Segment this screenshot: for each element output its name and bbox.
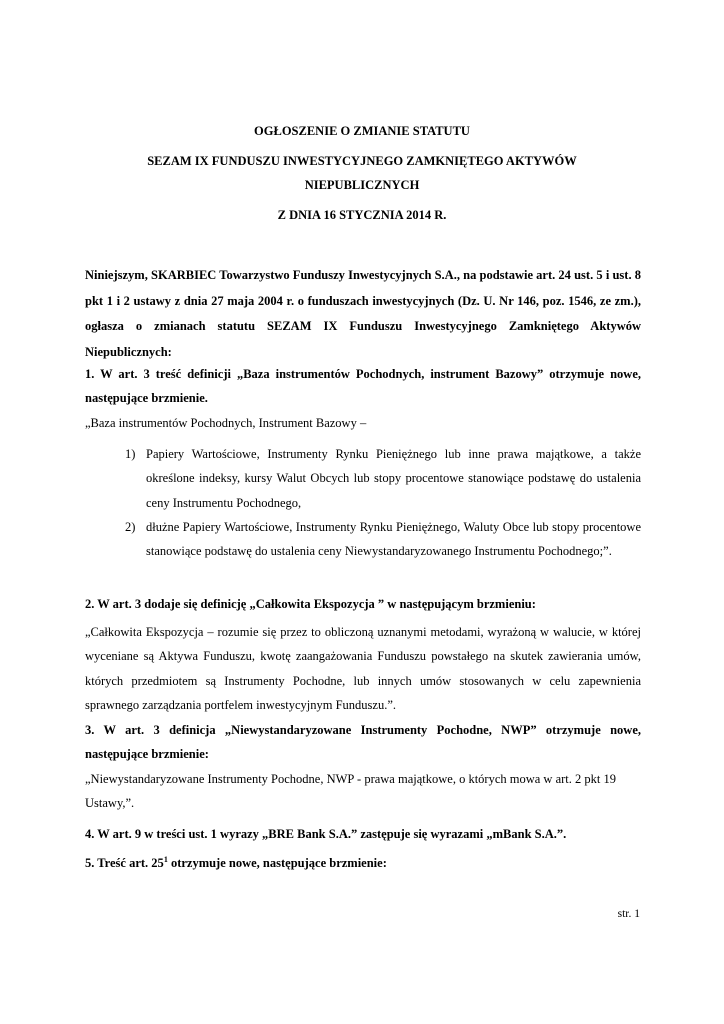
fund-name-line1: SEZAM IX FUNDUSZU INWESTYCYJNEGO ZAMKNIĘTEGO AKTYWÓW <box>147 154 577 168</box>
list-item-number: 2) <box>125 520 136 534</box>
list-item <box>125 442 641 515</box>
fund-name-line2: NIEPUBLICZNYCH <box>304 178 420 192</box>
intro-paragraph: Niniejszym, SKARBIEC Towarzystwo Funduszy Inwestycyjnych S.A., na podstawie art. 24 ust. 5 i ust. 8 pkt 1 i 2 ustawy z dnia 27 maja 2004 r. o funduszach inwestycyjnych (Dz. U. Nr 146, poz. 1546, ze zm.), ogłasza o zmianach statutu SEZAM IX Funduszu Inwestycyjnego Zamkniętego Aktywów Niepublicznych: <box>85 268 641 359</box>
page-number: str. 1 <box>617 908 640 920</box>
list-item-number: 1) <box>125 447 136 461</box>
list-item-text: dłużne Papiery Wartościowe, Instrumenty Rynku Pieniężnego, Waluty Obce lub stopy procentowe stanowiące podstawę do ustalenia ceny Niewystandaryzowanego Instrumentu Pochodnego;”. <box>146 520 641 559</box>
announcement-date: Z DNIA 16 STYCZNIA 2014 R. <box>277 208 447 222</box>
section-2-heading: 2. W art. 3 dodaje się definicję „Całkowita Ekspozycja ” w następującym brzmieniu: <box>85 597 536 611</box>
section-5-heading-suffix: otrzymuje nowe, następujące brzmienie: <box>167 856 387 870</box>
list-item <box>125 515 641 564</box>
section-1-quote-intro: „Baza instrumentów Pochodnych, Instrument Bazowy – <box>85 416 367 430</box>
section-5-heading <box>85 855 387 871</box>
section-4-heading: 4. W art. 9 w treści ust. 1 wyrazy „BRE Bank S.A.” zastępuje się wyrazami „mBank S.A.”. <box>85 827 567 841</box>
announcement-title: OGŁOSZENIE O ZMIANIE STATUTU <box>254 124 470 138</box>
list-item-text: Papiery Wartościowe, Instrumenty Rynku Pieniężnego lub inne prawa majątkowe, a także określone indeksy, kursy Walut Obcych lub stopy procentowe stanowiące podstawę do ustalenia ceny Instrumentu Pochodnego, <box>146 447 641 510</box>
section-3-heading: 3. W art. 3 definicja „Niewystandaryzowane Instrumenty Pochodne, NWP” otrzymuje nowe, następujące brzmienie: <box>85 723 641 762</box>
section-5-heading-prefix: 5. Treść art. 25 <box>85 856 164 870</box>
section-3-body: „Niewystandaryzowane Instrumenty Pochodne, NWP - prawa majątkowe, o których mowa w art. 2 pkt 19 Ustawy,”. <box>85 772 616 811</box>
section-2-body: „Całkowita Ekspozycja – rozumie się przez to obliczoną uznanymi metodami, wyrażoną w walucie, w której wyceniane są Aktywa Funduszu, kwotę zaangażowania Funduszu powstałego na skutek zawierania umów, których przedmiotem są Instrumenty Pochodne, lub innych umów stosowanych w celu zapewnienia sprawnego zarządzania portfelem inwestycyjnym Funduszu.”. <box>85 625 641 713</box>
section-1-heading: 1. W art. 3 treść definicji „Baza instrumentów Pochodnych, instrument Bazowy” otrzymuje nowe, następujące brzmienie. <box>85 367 641 406</box>
section-5-heading-superscript: 1 <box>163 854 168 864</box>
